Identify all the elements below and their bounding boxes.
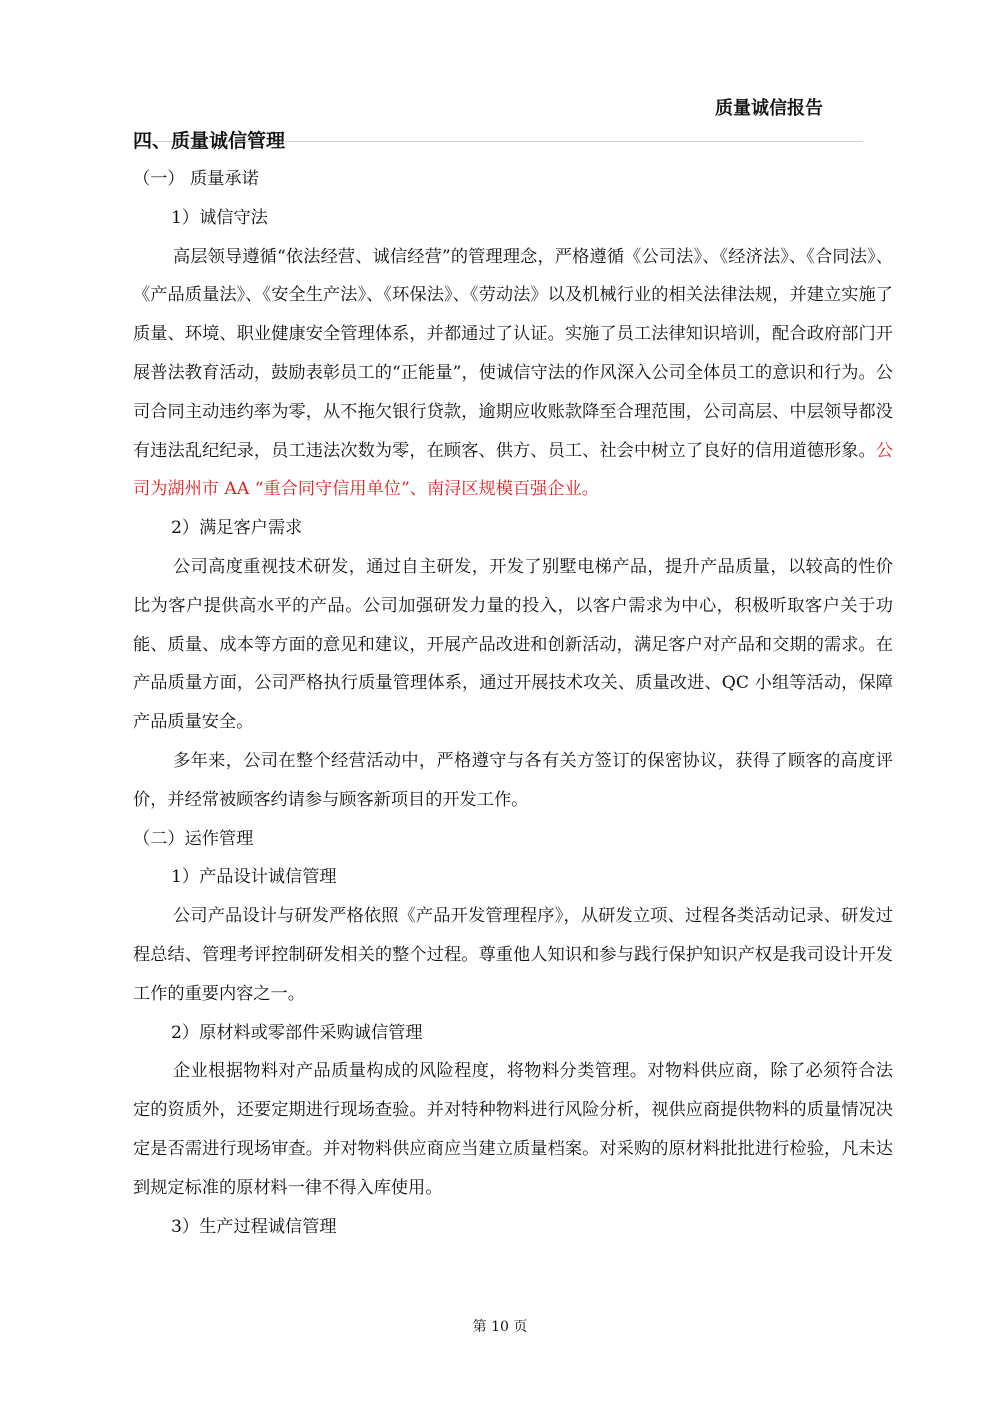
item-title-procurement: 2）原材料或零部件采购诚信管理	[171, 1022, 423, 1043]
report-header-title: 质量诚信报告	[715, 98, 823, 119]
subsection-heading-quality-commitment: （一） 质量承诺	[133, 169, 259, 189]
page-number: 第 10 页	[472, 1319, 528, 1335]
paragraph-integrity-law	[133, 238, 893, 510]
paragraph-procurement: 企业根据物料对产品质量构成的风险程度，将物料分类管理。对物料供应商，除了必须符合法定的资质外，还要定期进行现场查验。并对特种物料进行风险分析，视供应商提供物料的质量情况决定是否需进行现场审查。并对物料供应商应当建立质量档案。对采购的原材料批批进行检验，凡未达到规定标准的原材料一律不得入库使用。	[133, 1061, 893, 1198]
paragraph-customer-needs: 公司高度重视技术研发，通过自主研发，开发了别墅电梯产品，提升产品质量，以较高的性价比为客户提供高水平的产品。公司加强研发力量的投入，以客户需求为中心，积极听取客户关于功能、质量、成本等方面的意见和建议，开展产品改进和创新活动，满足客户对产品和交期的需求。在产品质量方面，公司严格执行质量管理体系，通过开展技术攻关、质量改进、QC 小组等活动，保障产品质量安全。	[133, 556, 893, 733]
paragraph-integrity-law-text: 高层领导遵循“依法经营、诚信经营”的管理理念，严格遵循《公司法》、《经济法》、《合同法》、《产品质量法》、《安全生产法》、《环保法》、《劳动法》以及机械行业的相关法律法规，并建立实施了质量、环境、职业健康安全管理体系，并都通过了认证。实施了员工法律知识培训，配合政府部门开展普法教育活动，鼓励表彰员工的“正能量”，使诚信守法的作风深入公司全体员工的意识和行为。公司合同主动违约率为零，从不拖欠银行贷款，逾期应收账款降至合理范围，公司高层、中层领导都没有违法乱纪纪录，员工违法次数为零，在顾客、供方、员工、社会中树立了良好的信用道德形象。	[133, 246, 893, 461]
item-title-integrity-law: 1）诚信守法	[171, 207, 268, 228]
document-body	[133, 160, 893, 1246]
item-title-product-design: 1）产品设计诚信管理	[171, 867, 337, 888]
item-title-customer-needs: 2）满足客户需求	[171, 518, 303, 539]
paragraph-confidentiality: 多年来，公司在整个经营活动中，严格遵守与各有关方签订的保密协议，获得了顾客的高度评价，并经常被顾客约请参与顾客新项目的开发工作。	[133, 750, 893, 810]
item-title-production: 3）生产过程诚信管理	[171, 1216, 337, 1237]
paragraph-product-design: 公司产品设计与研发严格依照《产品开发管理程序》，从研发立项、过程各类活动记录、研发过程总结、管理考评控制研发相关的整个过程。尊重他人知识和参与践行保护知识产权是我司设计开发工作的重要内容之一。	[133, 906, 893, 1004]
subsection-heading-operations: （二）运作管理	[133, 828, 254, 849]
section-title: 四、质量诚信管理	[133, 130, 286, 152]
highlight-credit-honor: 公司为湖州市 AA “重合同守信用单位”、南浔区规模百强企业。	[133, 440, 893, 500]
